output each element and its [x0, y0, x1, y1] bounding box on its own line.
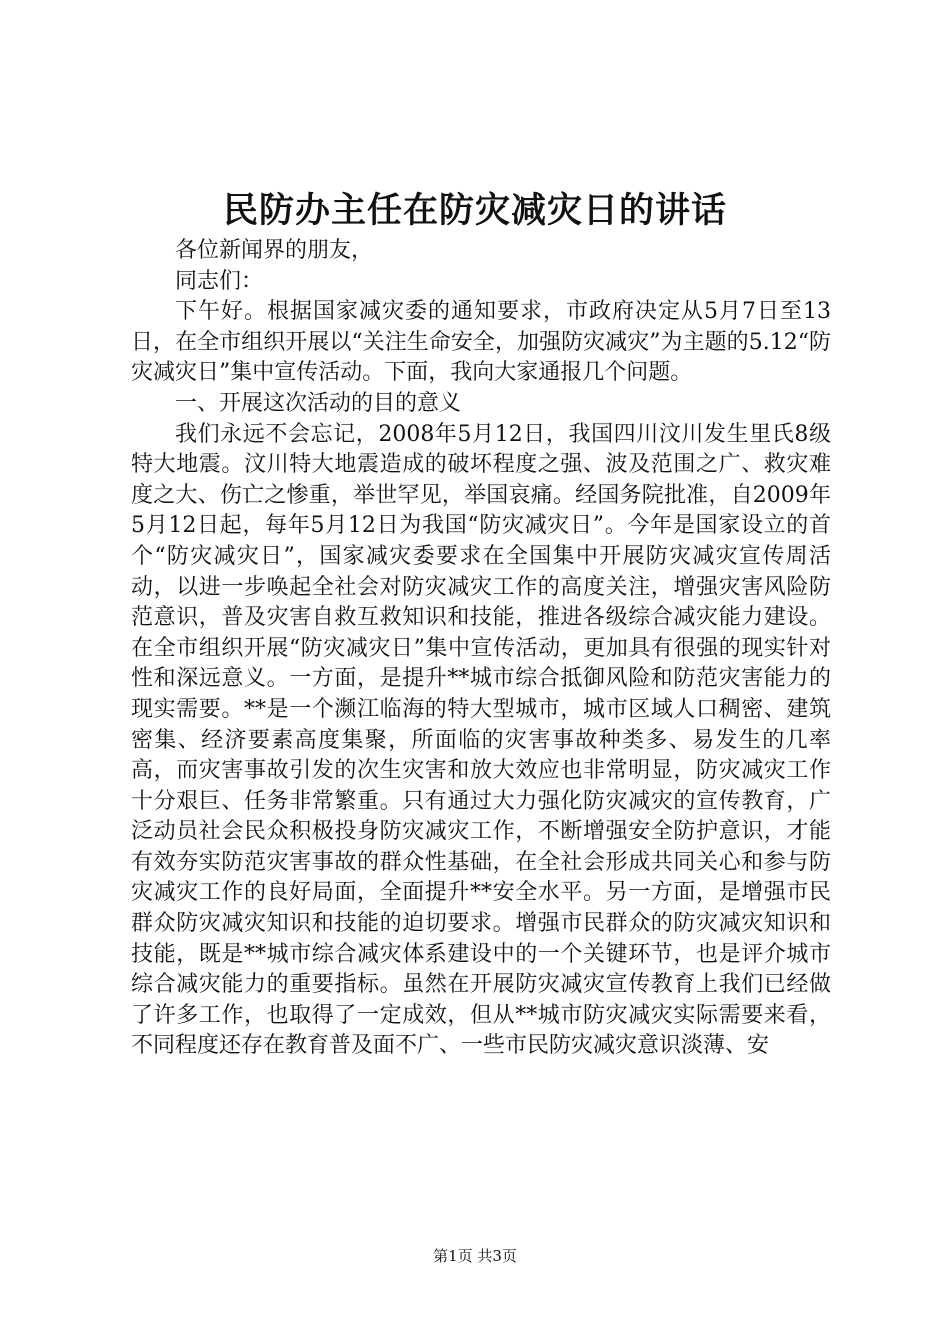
section-heading: 一、开展这次活动的目的意义 [175, 390, 462, 416]
document-title: 民防办主任在防灾减灾日的讲话 [222, 190, 727, 231]
page-footer: 第1页 共3页 [433, 1247, 517, 1265]
intro-paragraph: 下午好。根据国家减灾委的通知要求，市政府决定从5月7日至13日，在全市组织开展以“关注生命安全，加强防灾减灾”为主题的5.12“防灾减灾日”集中宣传活动。下面，我向大家通报几个问题。 [131, 299, 831, 386]
body-paragraph: 我们永远不会忘记，2008年5月12日，我国四川汶川发生里氏8级特大地震。汶川特大地震造成的破坏程度之强、波及范围之广、救灾难度之大、伤亡之惨重，举世罕见，举国哀痛。经国务院批准，自2009年5月12日起，每年5月12日为我国“防灾减灾日”。今年是国家设立的首个“防灾减灾日”，国家减灾委要求在全国集中开展防灾减灾宣传周活动，以进一步唤起全社会对防灾减灾工作的高度关注，增强灾害风险防范意识，普及灾害自救互救知识和技能，推进各级综合减灾能力建设。在全市组织开展“防灾减灾日”集中宣传活动，更加具有很强的现实针对性和深远意义。一方面，是提升**城市综合抵御风险和防范灾害能力的现实需要。**是一个濒江临海的特大型城市，城市区域人口稠密、建筑密集、经济要素高度集聚，所面临的灾害事故种类多、易发生的几率高，而灾害事故引发的次生灾害和放大效应也非常明显，防灾减灾工作十分艰巨、任务非常繁重。只有通过大力强化防灾减灾的宣传教育，广泛动员社会民众积极投身防灾减灾工作，不断增强安全防护意识，才能有效夯实防范灾害事故的群众性基础，在全社会形成共同关心和参与防灾减灾工作的良好局面，全面提升**安全水平。另一方面，是增强市民群众防灾减灾知识和技能的迫切要求。增强市民群众的防灾减灾知识和技能，既是**城市综合减灾体系建设中的一个关键环节，也是评介城市综合减灾能力的重要指标。虽然在开展防灾减灾宣传教育上我们已经做了许多工作，也取得了一定成效，但从**城市防灾减灾实际需要来看，不同程度还存在教育普及面不广、一些市民防灾减灾意识淡薄、安 [131, 421, 831, 1059]
document-body [131, 236, 831, 1062]
salutation-1: 各位新闻界的朋友， [175, 238, 374, 263]
salutation-2: 同志们： [175, 268, 264, 294]
